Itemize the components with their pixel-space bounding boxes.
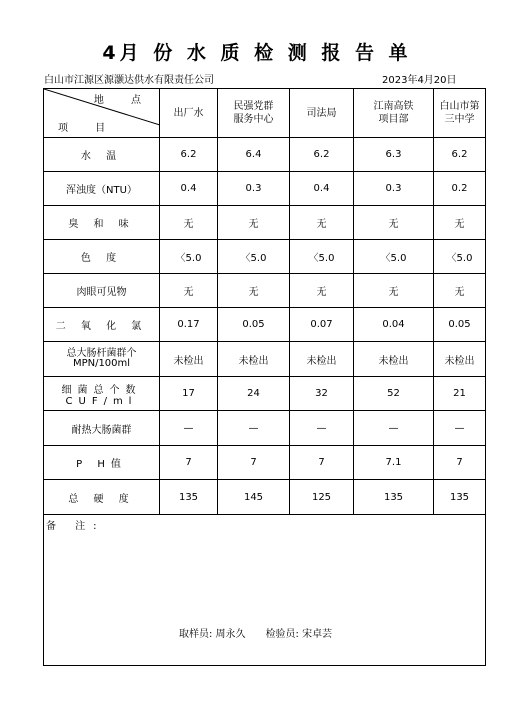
- table-row: [44, 206, 486, 240]
- sampler-name: 取样员: 周永久: [179, 629, 246, 640]
- item-label: 项 目: [58, 123, 118, 134]
- value-cell: 0.3: [218, 172, 290, 206]
- value-cell: 未检出: [290, 342, 354, 377]
- column-header: 出厂水: [160, 89, 218, 138]
- value-cell: 未检出: [218, 342, 290, 377]
- value-cell: 6.2: [290, 138, 354, 172]
- value-cell: 0.2: [434, 172, 486, 206]
- value-cell: 〈5.0: [218, 240, 290, 274]
- value-cell: 无: [434, 274, 486, 308]
- value-cell: 7: [434, 446, 486, 480]
- value-cell: 无: [160, 206, 218, 240]
- value-cell: 无: [290, 274, 354, 308]
- header-row: [44, 89, 486, 138]
- value-cell: —: [218, 411, 290, 446]
- value-cell: 0.05: [434, 308, 486, 342]
- value-cell: 0.05: [218, 308, 290, 342]
- row-label: 水 温: [44, 138, 160, 172]
- value-cell: 无: [354, 274, 434, 308]
- table-row: [44, 240, 486, 274]
- value-cell: 7.1: [354, 446, 434, 480]
- value-cell: 135: [354, 480, 434, 515]
- company-name: 白山市江源区源灏达供水有限责任公司: [44, 75, 214, 86]
- place-label: 地 点: [93, 95, 153, 106]
- column-header: 白山市第 三中学: [434, 89, 486, 138]
- value-cell: 未检出: [160, 342, 218, 377]
- value-cell: 6.2: [160, 138, 218, 172]
- value-cell: 0.07: [290, 308, 354, 342]
- table-row: [44, 138, 486, 172]
- value-cell: 无: [218, 206, 290, 240]
- notes-row: [44, 515, 486, 666]
- value-cell: 7: [218, 446, 290, 480]
- table-row: [44, 172, 486, 206]
- table-row: [44, 274, 486, 308]
- row-label: 耐热大肠菌群: [44, 411, 160, 446]
- column-header: 民强党群 服务中心: [218, 89, 290, 138]
- value-cell: 0.04: [354, 308, 434, 342]
- row-label: P H值: [44, 446, 160, 480]
- value-cell: 未检出: [354, 342, 434, 377]
- row-label: 细菌总个数 CUF/ml: [44, 377, 160, 411]
- value-cell: 32: [290, 377, 354, 411]
- row-label: 臭 和 味: [44, 206, 160, 240]
- signers: [179, 625, 352, 640]
- value-cell: 无: [290, 206, 354, 240]
- value-cell: 125: [290, 480, 354, 515]
- value-cell: 〈5.0: [434, 240, 486, 274]
- value-cell: 7: [290, 446, 354, 480]
- column-header: 司法局: [290, 89, 354, 138]
- row-label: 肉眼可见物: [44, 274, 160, 308]
- value-cell: 〈5.0: [160, 240, 218, 274]
- value-cell: 〈5.0: [354, 240, 434, 274]
- inspector-name: 检验员: 宋卓芸: [265, 629, 333, 640]
- value-cell: 0.3: [354, 172, 434, 206]
- value-cell: 无: [160, 274, 218, 308]
- value-cell: —: [290, 411, 354, 446]
- value-cell: 7: [160, 446, 218, 480]
- notes-label: 备 注:: [46, 521, 105, 532]
- value-cell: 〈5.0: [290, 240, 354, 274]
- value-cell: 6.2: [434, 138, 486, 172]
- value-cell: 无: [354, 206, 434, 240]
- row-label: 总大肠杆菌群个 MPN/100ml: [44, 342, 160, 377]
- value-cell: —: [354, 411, 434, 446]
- table-row: [44, 446, 486, 480]
- value-cell: 0.4: [290, 172, 354, 206]
- value-cell: 无: [218, 274, 290, 308]
- water-quality-table: [43, 88, 486, 666]
- value-cell: 145: [218, 480, 290, 515]
- value-cell: 21: [434, 377, 486, 411]
- row-label: 二 氧 化 氯: [44, 308, 160, 342]
- value-cell: 6.3: [354, 138, 434, 172]
- row-label: 色 度: [44, 240, 160, 274]
- column-header: 江南高铁 项目部: [354, 89, 434, 138]
- table-row: [44, 480, 486, 515]
- value-cell: 135: [434, 480, 486, 515]
- value-cell: 未检出: [434, 342, 486, 377]
- value-cell: —: [160, 411, 218, 446]
- value-cell: 6.4: [218, 138, 290, 172]
- header-corner-cell: [44, 89, 160, 138]
- notes-cell: [44, 515, 486, 666]
- table-row: [44, 411, 486, 446]
- table-row: [44, 377, 486, 411]
- value-cell: 52: [354, 377, 434, 411]
- table-row: [44, 342, 486, 377]
- value-cell: —: [434, 411, 486, 446]
- table-row: [44, 308, 486, 342]
- row-label: 总 硬 度: [44, 480, 160, 515]
- value-cell: 24: [218, 377, 290, 411]
- report-title: 4月 份 水 质 检 测 报 告 单: [102, 42, 412, 64]
- value-cell: 0.4: [160, 172, 218, 206]
- value-cell: 17: [160, 377, 218, 411]
- value-cell: 0.17: [160, 308, 218, 342]
- value-cell: 无: [434, 206, 486, 240]
- report-date: 2023年4月20日: [382, 75, 457, 86]
- value-cell: 135: [160, 480, 218, 515]
- row-label: 浑浊度（NTU）: [44, 172, 160, 206]
